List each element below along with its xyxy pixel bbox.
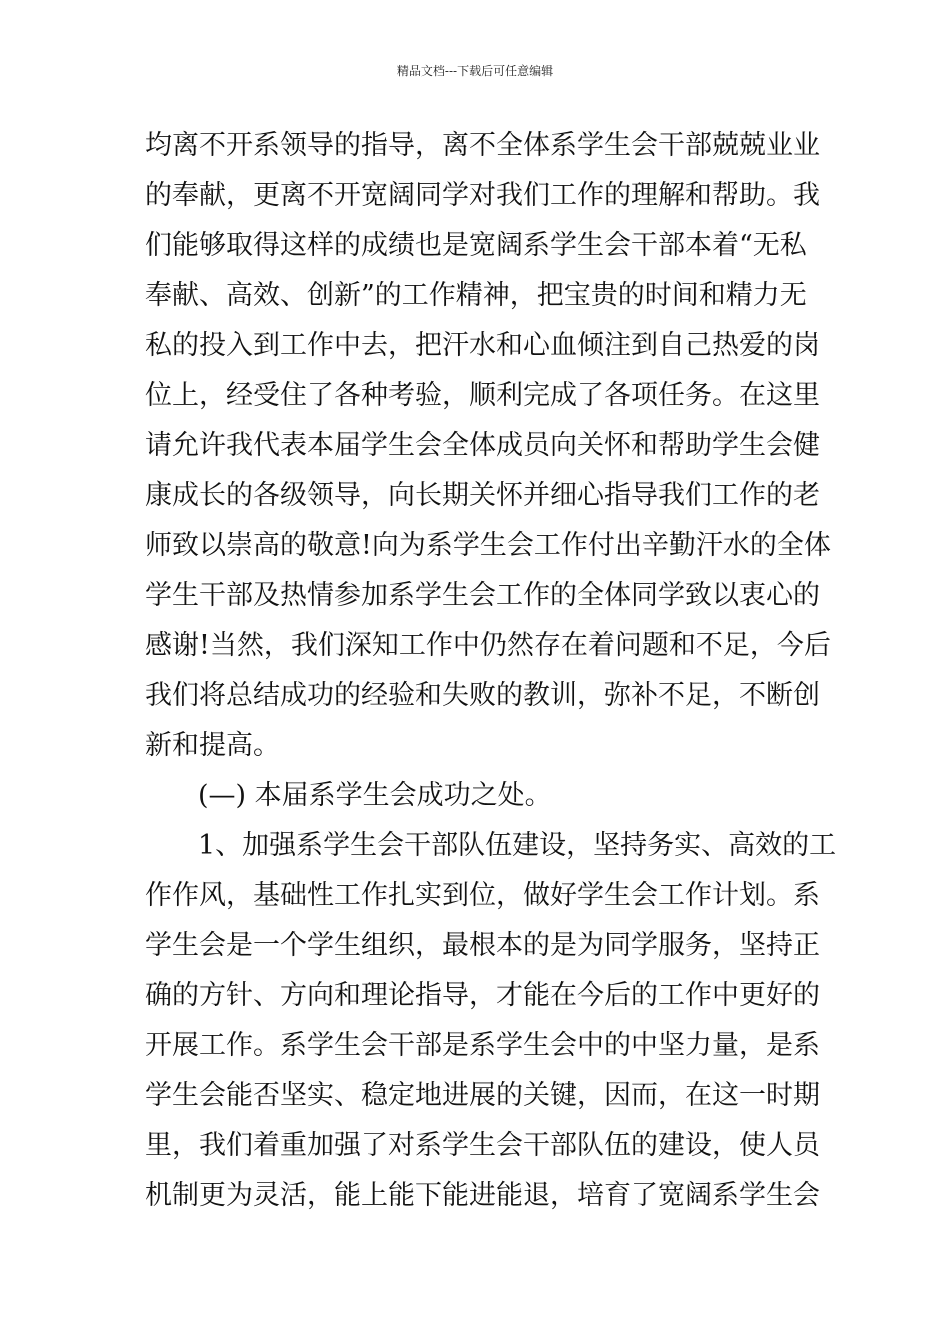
text-line: 学生会能否坚实、稳定地进展的关键，因而，在这一时期 bbox=[145, 1080, 820, 1111]
text-line: 1、加强系学生会干部队伍建设，坚持务实、高效的工 bbox=[198, 830, 837, 861]
text-line: 师致以崇高的敬意!向为系学生会工作付出辛勤汗水的全体 bbox=[145, 530, 831, 561]
text-line: 的奉献，更离不开宽阔同学对我们工作的理解和帮助。我 bbox=[145, 180, 820, 211]
text-line: 奉献、高效、创新”的工作精神，把宝贵的时间和精力无 bbox=[145, 280, 807, 311]
section-heading: (—) 本届系学生会成功之处。 bbox=[198, 780, 552, 811]
text-line: 里，我们着重加强了对系学生会干部队伍的建设，使人员 bbox=[145, 1130, 820, 1161]
text-line: 开展工作。系学生会干部是系学生会中的中坚力量，是系 bbox=[145, 1030, 820, 1061]
text-line: 学生干部及热情参加系学生会工作的全体同学致以衷心的 bbox=[145, 580, 820, 611]
text-line: 请允许我代表本届学生会全体成员向关怀和帮助学生会健 bbox=[145, 430, 820, 461]
text-line: 私的投入到工作中去，把汗水和心血倾注到自己热爱的岗 bbox=[145, 330, 820, 361]
text-line: 作作风，基础性工作扎实到位，做好学生会工作计划。系 bbox=[145, 880, 820, 911]
text-line: 学生会是一个学生组织，最根本的是为同学服务，坚持正 bbox=[145, 930, 820, 961]
text-line: 我们将总结成功的经验和失败的教训，弥补不足，不断创 bbox=[145, 680, 820, 711]
text-line: 新和提高。 bbox=[145, 730, 280, 761]
text-line: 们能够取得这样的成绩也是宽阔系学生会干部本着“无私 bbox=[145, 230, 807, 261]
text-line: 均离不开系领导的指导，离不全体系学生会干部兢兢业业 bbox=[145, 130, 820, 161]
text-line: 位上，经受住了各种考验，顺利完成了各项任务。在这里 bbox=[145, 380, 820, 411]
page-header: 精品文档---下载后可任意编辑 bbox=[396, 64, 554, 78]
text-line: 机制更为灵活，能上能下能进能退，培育了宽阔系学生会 bbox=[145, 1180, 820, 1211]
text-line: 确的方针、方向和理论指导，才能在今后的工作中更好的 bbox=[145, 980, 820, 1011]
text-line: 感谢!当然，我们深知工作中仍然存在着问题和不足，今后 bbox=[145, 630, 831, 661]
text-line: 康成长的各级领导，向长期关怀并细心指导我们工作的老 bbox=[145, 480, 820, 511]
